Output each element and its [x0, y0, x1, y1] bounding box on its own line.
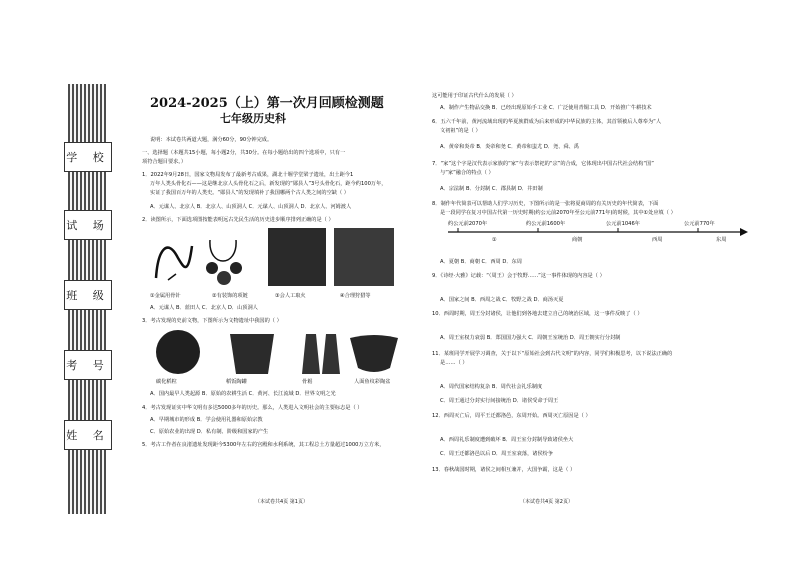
q13-stem: 13．春秋战国时期，诸侯之间相互兼并，大国争霸，这是（ ） — [432, 467, 576, 473]
q9-options: A．国家之间 B．西周之战 C．牧野之战 D．商汤灭夏 — [440, 297, 564, 303]
exam-room-field — [64, 210, 112, 240]
artifact-label-1: 碳化稻粒 — [156, 379, 177, 385]
q2-img-label-3: ③会人工取火 — [275, 293, 306, 299]
q11-stem-cont: 是……（ ） — [440, 360, 468, 366]
timeline-point-4: 公元前770年 — [684, 221, 715, 227]
q2-img-label-2: ②有装饰的项链 — [212, 293, 248, 299]
ornament-image — [206, 240, 242, 285]
q1-line1: 1．2022年9月28日，国家文物局发布了最新考古成果，湖北十堰学堂梁子遗址，出土距今1 — [142, 172, 354, 178]
q4-options-2: C．原始农业的出现 D．私有制、阶级和国家的产生 — [150, 429, 269, 435]
timeline-point-3: 公元前1046年 — [606, 221, 640, 227]
q5-stem: 5．考古工作者在良渚遗址发现距今5300年左右的宫殿和水利系统，其工程总土方量超过1000万立方米， — [142, 442, 385, 448]
artifact-1-image — [156, 330, 200, 374]
section-heading-cont: 项符合题目要求。） — [142, 159, 187, 165]
artifact-3-image — [302, 334, 340, 374]
q2-stem: 2．读图所示，下面选项图按能表明远古先民生活的历史进步顺序排列正确的是（ ） — [142, 217, 334, 223]
q1-line3: 实证了我国百万年的人类史。“郧县人”的发现填补了我国哪两个古人类之间的空缺（ ） — [150, 190, 349, 196]
q12-options-1: A．西周礼乐制度遭到破坏 B．周王室分封制导致诸侯坐大 — [440, 437, 574, 443]
timeline-label-1: ① — [492, 237, 497, 243]
q12-stem: 12．西周灭亡后，周平王迁都洛邑，东周开始。西周灭亡原因是（ ） — [432, 413, 591, 419]
q5-options: A．制作产生物品交换 B．已经出现原始手工业 C．广泛使用青铜工具 D．开始推广牛耕技术 — [440, 105, 652, 111]
q3-options: A．国内最早人类起源 B．原始的农耕生活 C．黄河、长江流域 D．世界文明之光 — [150, 391, 336, 397]
timeline-point-1: 约公元前2070年 — [448, 221, 488, 227]
school-label: 学 校 — [66, 151, 110, 164]
q7-options: A．宗法制 B．分封制 C．郡县制 D．井田制 — [440, 186, 543, 192]
footer-right: （本试卷共4页 第2页） — [520, 499, 573, 505]
q11-stem: 11．某班同学开展学习调查，关于以下“原始社会到古代文明”的内容，同学们积极思考，以下说法正确的 — [432, 351, 673, 357]
q2-img-label-1: ①金属用骨针 — [150, 293, 181, 299]
q9-stem: 9．《诗经·大雅》记载：“（周王）会于牧野……”这一事件体现的内容是（ ） — [432, 273, 605, 279]
artifact-label-2: 稻饭陶罐 — [226, 379, 247, 385]
exam-title: 2024-2025（上）第一次月回顾检测题 — [150, 96, 384, 111]
q8-stem: 8．制作年代简表可以帮助人们学习历史，下图所示的是一张将夏商周的有关历史的年代简表，下面 — [432, 201, 659, 207]
timeline-point-2: 约公元前1600年 — [526, 221, 566, 227]
name-label: 姓 名 — [66, 429, 110, 442]
q4-stem: 4．考古发现证实中华文明有多达5000多年的历史。那么，人类进入文明社会的主要标志是（ ） — [142, 405, 363, 411]
timeline-label-3: 西周 — [652, 237, 663, 243]
timeline-label-2: 商朝 — [572, 237, 583, 243]
class-label: 班 级 — [66, 289, 110, 302]
name-field — [64, 420, 112, 450]
artifact-label-3: 骨耜 — [302, 379, 313, 385]
class-field — [64, 280, 112, 310]
q12-options-2: C．周王迁都洛邑以后 D．周王室衰落，诸侯纷争 — [440, 451, 554, 457]
q10-stem: 10．西周时期，周王分封诸侯，让他们到各地去建立自己的统治区域，这一事件反映了（ ） — [432, 311, 643, 317]
q1-options: A．元谋人、北京人 B．北京人、山顶洞人 C．元谋人、山顶洞人 D．北京人、河姆渡人 — [150, 204, 352, 210]
q4-options-1: A．早期城市的形成 B．学会使用礼器和原始宗教 — [150, 417, 263, 423]
fire-image — [268, 228, 326, 286]
q10-options: A．周王室权力衰弱 B．郑国国力强大 C．周朝王室统治 D．周王朝实行分封制 — [440, 335, 621, 341]
q7-stem-cont: 与“家”融合的特点（ ） — [440, 170, 494, 176]
q6-options: A．黄帝和炎帝 B．炎帝和尧 C．黄帝和蚩尤 D．尧、舜、禹 — [440, 144, 579, 150]
q7-stem: 7．“家”这个字是汉代表示家族的“家”与表示祭祀的“宗”的合成，它体现出中国古代社会结构“国” — [432, 161, 654, 167]
q2-img-label-4: ④合理狩猎等 — [340, 293, 371, 299]
timeline-label-4: 东周 — [716, 237, 727, 243]
artifact-2-image — [230, 334, 274, 374]
q2-options: A．元谋人 B．蓝田人 C．北京人 D．山顶洞人 — [150, 305, 258, 311]
exam-subtitle: 七年级历史科 — [220, 112, 286, 125]
number-field — [64, 350, 112, 380]
q6-stem-cont: 文初祖”的是（ ） — [440, 128, 481, 134]
q3-artifacts — [150, 328, 400, 378]
timeline — [448, 222, 748, 246]
instructions: 说明：本试卷共两道大题，满分60分，90分钟完成。 — [150, 137, 273, 143]
q1-line2: 万年人类头骨化石——这是继北京人头骨化石之后，新发现的“郧县人”3号头骨化石，距今约100万年， — [150, 181, 387, 187]
section-heading: 一、选择题（本题共15小题，每小题2分，共30分。在每小题给出的四个选项中，只有一 — [142, 150, 346, 156]
q6-stem: 6．五六千年前，黄河流域出现的华夏族群成为后来形成的中华民族的主体，其首领被后人尊奉为“人 — [432, 119, 662, 125]
q11-options-1: A．周代国家结构复杂 B．周代社会礼乐制度 — [440, 384, 543, 390]
footer-left: （本试卷共4页 第1页） — [255, 499, 308, 505]
q8-stem-cont: 是一段同学在复习中国古代第一历史时期(约公元前2070年至公元前771年)的时候，其中①处应填（ ） — [440, 210, 676, 216]
q2-image-row — [148, 228, 398, 290]
q8-options: A．夏朝 B．商朝 C．西周 D．东周 — [440, 259, 522, 265]
exam-room-label: 试 场 — [66, 219, 110, 232]
artifact-4-image — [350, 335, 398, 372]
artifact-label-4: 人面鱼纹彩陶盆 — [354, 379, 391, 385]
q11-options-2: C．周王通过分封实行间接统治 D．诸侯受命于周王 — [440, 398, 559, 404]
q5-cont: 这可能用于印证古代什么的发展（ ） — [432, 93, 517, 99]
q3-stem: 3．考古发现的史前文物，下图所示为文物遗址中我国的（ ） — [142, 318, 282, 324]
needle-image — [156, 246, 192, 280]
school-field — [64, 142, 112, 172]
hunt-image — [334, 228, 394, 286]
number-label: 考 号 — [66, 359, 110, 372]
